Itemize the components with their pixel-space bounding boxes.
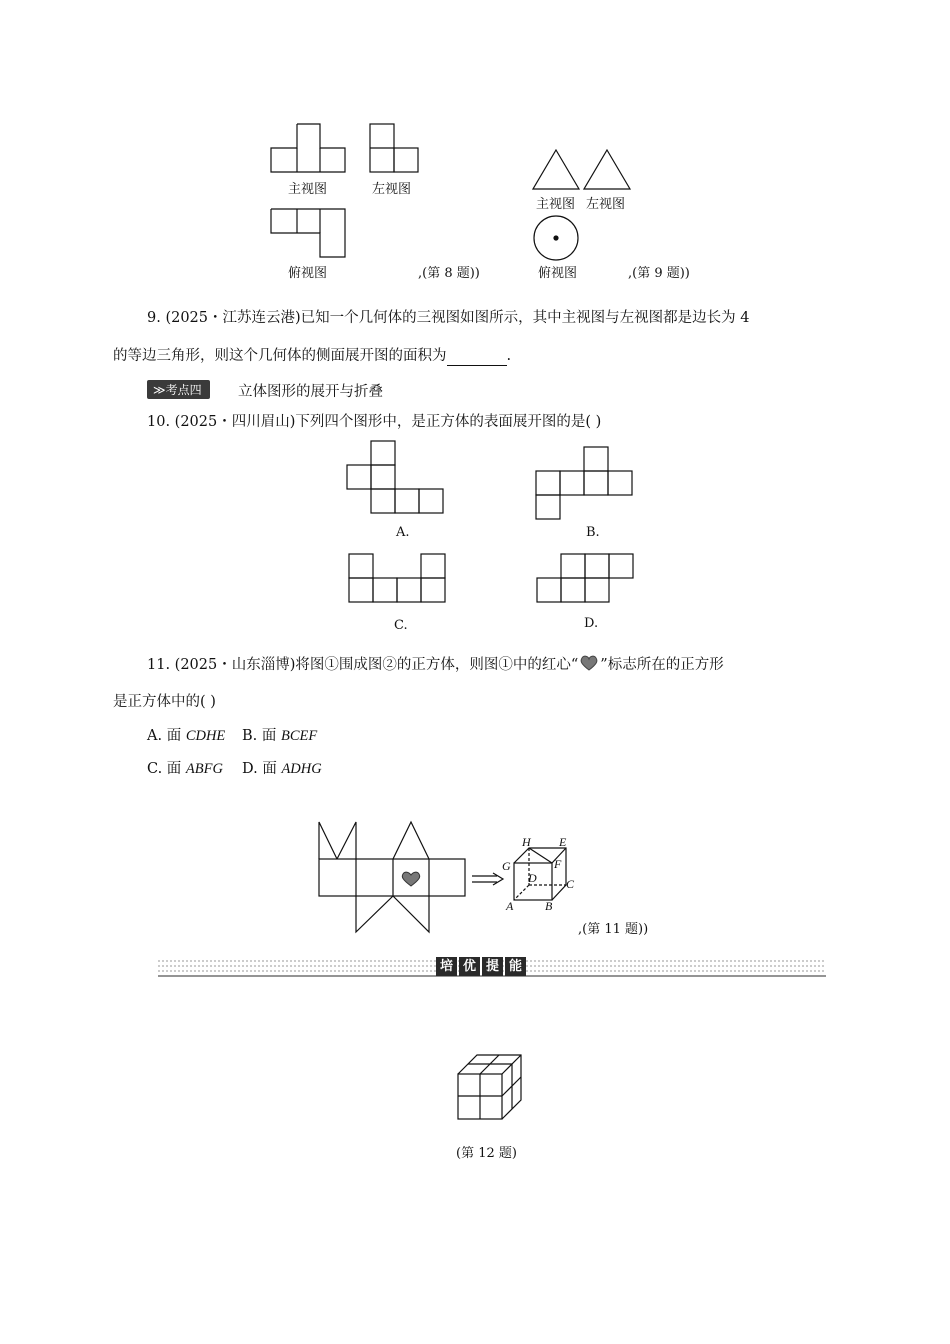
cube-label-c: C [566,877,575,891]
q11-line1-end: ”标志所在的正方形 [600,657,724,673]
q11-option-a-face: CDHE [185,728,226,744]
section-improve-title [436,957,526,976]
section-char-4: 能 [505,957,526,976]
fig8-caption: ,(第 8 题)) [418,266,480,281]
cube-label-f: F [554,857,562,871]
q9-answer-blank [447,351,507,366]
cube-label-h: H [522,835,531,849]
q11-option-a-label: A. 面 [147,728,186,744]
fig9-top-label: 俯视图 [538,266,578,281]
fig8-front-label: 主视图 [288,182,328,197]
q9-line2 [113,346,511,366]
cube-label-e: E [559,835,567,849]
heart-icon [579,655,599,671]
q11-line2: 是正方体中的( ) [113,694,216,710]
q11-option-b-label: B. 面 [242,728,281,744]
q11-line1-text: 11. (2025・山东淄博)将图①围成图②的正方体，则图①中的红心“ [147,657,579,673]
fig9-front-triangle [532,149,582,191]
fig8-top-view [270,208,350,260]
q11-line1 [147,655,724,675]
q11-option-c-label: C. 面 [147,761,186,777]
q10-option-d[interactable]: D. [584,616,599,631]
fig11-net [317,820,469,935]
fig9-top-circle [532,214,582,264]
cube-label-b: B [545,899,553,912]
fig11-caption: ,(第 11 题)) [578,922,649,937]
fig12-cube-stack [455,1052,525,1124]
q10-option-b[interactable]: B. [586,525,600,540]
cube-label-g: G [502,859,511,873]
q11-option-c-face: ABFG [185,761,223,777]
cube-label-d: D [528,871,537,885]
q10-option-a[interactable]: A. [396,525,410,540]
q10-text: 10. (2025・四川眉山)下列四个图形中，是正方体的表面展开图的是( ) [147,414,602,430]
fig8-front-view [270,123,350,175]
q9-line1: 9. (2025・江苏连云港)已知一个几何体的三视图如图所示，其中主视图与左视图都是边长为 4 [147,310,750,326]
q11-option-d-face: ADHG [281,761,322,777]
q11-option-b[interactable] [242,726,317,746]
fig8-left-label: 左视图 [372,182,412,197]
fig9-left-triangle [583,149,633,191]
section-char-3: 提 [482,957,503,976]
section-char-1: 培 [436,957,457,976]
fig12-caption: (第 12 题) [456,1146,517,1161]
fig11-cube [496,832,582,912]
q10-net-c [348,553,452,607]
section4-badge: ≫考点四 [147,380,210,399]
q9-line2-text: 的等边三角形，则这个几何体的侧面展开图的面积为 [113,348,447,364]
q10-net-d [536,553,638,607]
cube-label-a: A [506,899,514,912]
section4-title: 立体图形的展开与折叠 [238,384,383,400]
q10-option-c[interactable]: C. [394,618,408,633]
q10-net-a [346,440,448,520]
fig8-top-label: 俯视图 [288,266,328,281]
q11-option-a[interactable] [147,726,225,746]
fig9-front-label: 主视图 [536,197,576,212]
fig8-left-view [369,123,423,175]
fig9-caption: ,(第 9 题)) [628,266,690,281]
q11-option-b-face: BCEF [280,728,318,744]
fig9-left-label: 左视图 [586,197,626,212]
q11-option-c[interactable] [147,759,223,779]
q11-option-d[interactable] [242,759,322,779]
q10-net-b [535,446,637,522]
q9-line2-end: . [506,348,512,364]
section-char-2: 优 [459,957,480,976]
q11-option-d-label: D. 面 [242,761,282,777]
